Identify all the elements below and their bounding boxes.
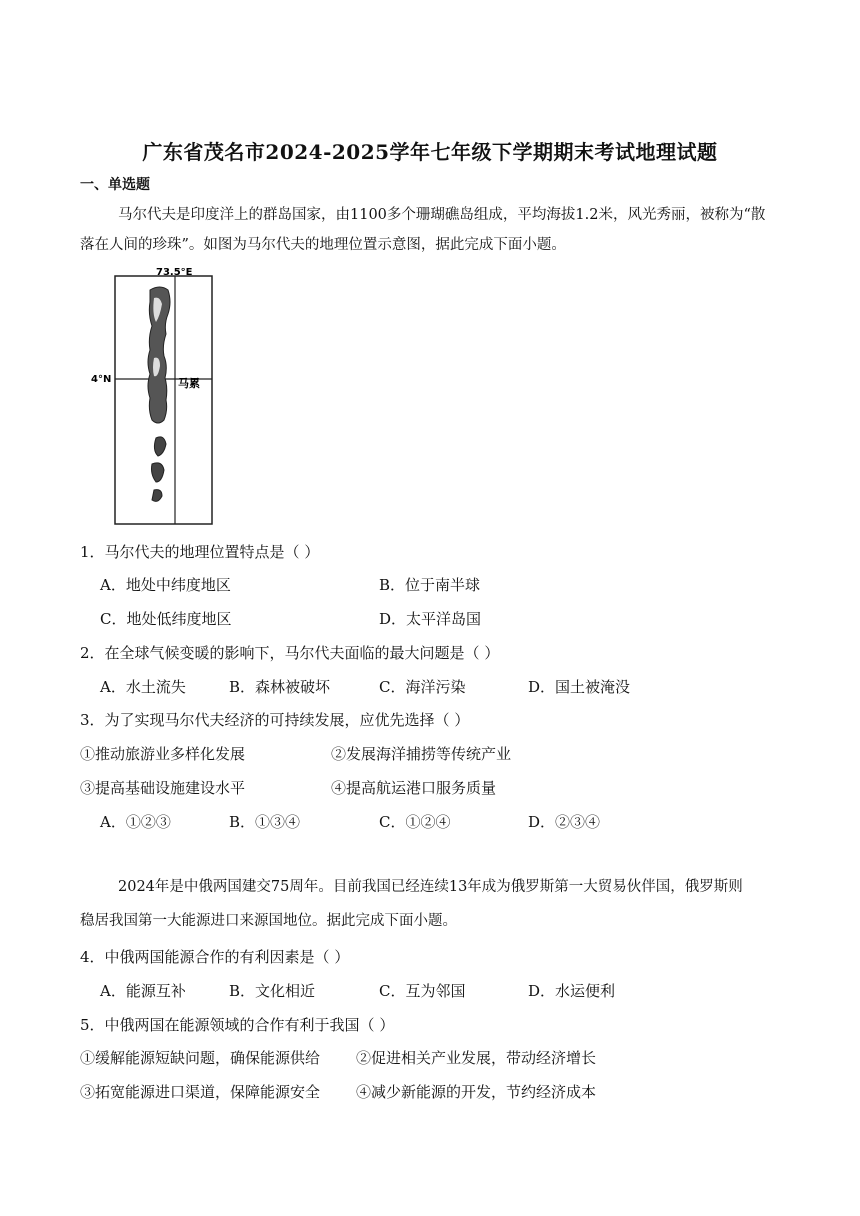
q1-option-a[interactable]: A．地处中纬度地区 (100, 576, 231, 594)
q5-item-4: ④减少新能源的开发，节约经济成本 (356, 1083, 597, 1101)
q3-item-2: ②发展海洋捕捞等传统产业 (331, 745, 512, 763)
q4-option-b[interactable]: B．文化相近 (229, 982, 316, 1000)
maldives-location-map (88, 268, 218, 526)
passage-1-line-1: 马尔代夫是印度洋上的群岛国家，由1100多个珊瑚礁岛组成，平均海拔1.2米，风光秀丽，被称为“散 (118, 207, 766, 223)
q4-option-a[interactable]: A．能源互补 (100, 982, 186, 1000)
q2-option-c[interactable]: C．海洋污染 (379, 678, 466, 696)
passage-2-line-1: 2024年是中俄两国建交75周年。目前我国已经连续13年成为俄罗斯第一大贸易伙伴国，俄罗斯则 (118, 879, 743, 895)
q4-option-d[interactable]: D．水运便利 (528, 982, 616, 1000)
question-1-stem: 1．马尔代夫的地理位置特点是（ ） (80, 543, 320, 561)
q3-item-1: ①推动旅游业多样化发展 (80, 745, 246, 763)
male-label: 马累 (178, 377, 200, 390)
q4-option-c[interactable]: C．互为邻国 (379, 982, 466, 1000)
q5-item-1: ①缓解能源短缺问题，确保能源供给 (80, 1049, 321, 1067)
q1-option-c[interactable]: C．地处低纬度地区 (100, 610, 232, 628)
question-3-stem: 3．为了实现马尔代夫经济的可持续发展，应优先选择（ ） (80, 711, 470, 729)
q3-option-c[interactable]: C．①②④ (379, 813, 451, 831)
latitude-label: 4°N (91, 374, 112, 385)
q5-item-3: ③拓宽能源进口渠道，保障能源安全 (80, 1083, 321, 1101)
q3-item-4: ④提高航运港口服务质量 (331, 779, 497, 797)
page-title: 广东省茂名市2024-2025学年七年级下学期期末考试地理试题 (142, 140, 718, 164)
q2-option-d[interactable]: D．国土被淹没 (528, 678, 631, 696)
passage-1-line-2: 落在人间的珍珠”。如图为马尔代夫的地理位置示意图，据此完成下面小题。 (80, 237, 566, 253)
q1-option-d[interactable]: D．太平洋岛国 (379, 610, 482, 628)
passage-2-line-2: 稳居我国第一大能源进口来源国地位。据此完成下面小题。 (80, 913, 457, 929)
question-5-stem: 5．中俄两国在能源领域的合作有利于我国（ ） (80, 1016, 395, 1034)
q2-option-a[interactable]: A．水土流失 (100, 678, 186, 696)
atoll-chain (148, 287, 170, 501)
q3-option-a[interactable]: A．①②③ (100, 813, 171, 831)
q5-item-2: ②促进相关产业发展，带动经济增长 (356, 1049, 597, 1067)
q3-option-d[interactable]: D．②③④ (528, 813, 601, 831)
q3-item-3: ③提高基础设施建设水平 (80, 779, 246, 797)
longitude-label: 73.5°E (156, 268, 193, 278)
q1-option-b[interactable]: B．位于南半球 (379, 576, 481, 594)
q3-option-b[interactable]: B．①③④ (229, 813, 301, 831)
question-2-stem: 2．在全球气候变暖的影响下，马尔代夫面临的最大问题是（ ） (80, 644, 500, 662)
q2-option-b[interactable]: B．森林被破坏 (229, 678, 331, 696)
section-heading: 一、单选题 (80, 177, 150, 193)
question-4-stem: 4．中俄两国能源合作的有利因素是（ ） (80, 948, 350, 966)
